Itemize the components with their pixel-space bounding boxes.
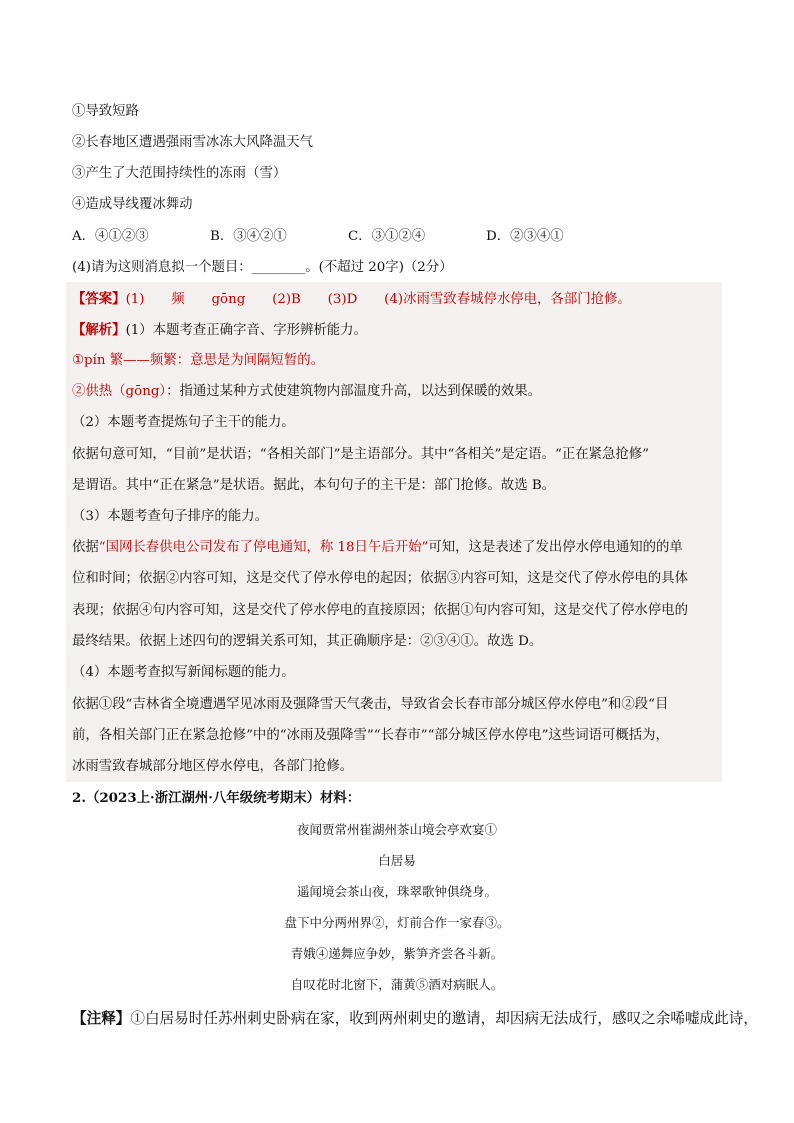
choice-d: D．②③④① (486, 229, 564, 244)
answer-body: (1) 频 gōng (2)B (3)D (4)冰雨雪致春城停水停电，各部门抢修。 (125, 292, 631, 307)
analysis-line-1: ①pín 繁——频繁：意思是为间隔短暂的。 (72, 353, 324, 368)
question-2-heading: 2.（2023上·浙江湖州·八年级统考期末）材料： (72, 790, 361, 806)
analysis-line-6: （3）本题考查句子排序的能力。 (72, 509, 268, 524)
option-1: ①导致短路 (72, 104, 139, 119)
note-tag: 【注释】 (72, 1010, 131, 1027)
poem-line: 遥闻境会茶山夜，珠翠歌钟俱绕身。 (296, 884, 497, 899)
analysis-line-13: 前，各相关部门正在紧急抢修”中的“冰雨及强降雪”“长春市”“部分城区停水停电”这些词语可概括为， (72, 728, 669, 743)
analysis-line-2-rest: ：指通过某种方式使建筑物内部温度升高，以达到保暖的效果。 (166, 384, 542, 399)
question-4: (4)请为这则消息拟一个题目：________。(不超过 20字)（2分） (72, 260, 453, 275)
choice-c: C．③①②④ (348, 229, 426, 244)
note-line (72, 1010, 758, 1028)
option-4: ④造成导线覆冰舞动 (72, 197, 193, 212)
poem-title: 夜闻贾常州崔湖州茶山境会亭欢宴① (296, 822, 497, 837)
analysis-line-9: 表现；依据④句内容可知，这是交代了停水停电的直接原因；依据①句内容可知，这是交代了停水停电的 (72, 603, 688, 618)
note-body: ①白居易时任苏州刺史卧病在家，收到两州刺史的邀请，却因病无法成行，感叹之余唏嘘成此诗， (130, 1010, 758, 1027)
analysis-line-4: 依据句意可知，“目前”是状语；“各相关部门”是主语部分。其中“各相关”是定语。“正在紧急抢修” (72, 447, 649, 462)
analysis-line-7-pre: 依据 (72, 540, 99, 555)
answer-tag: 【答案】 (72, 291, 126, 307)
option-3: ③产生了大范围持续性的冻雨（雪） (72, 166, 287, 181)
choice-b: B．③④②① (210, 229, 287, 244)
analysis-line-7-post: 可知，这是表述了发出停水停电通知的的单 (428, 540, 683, 555)
analysis-tag: 【解析】 (72, 322, 126, 338)
analysis-line-7 (72, 540, 683, 556)
analysis-line-10: 最终结果。依据上述四句的逻辑关系可知，其正确顺序是：②③④①。故选 D。 (72, 634, 543, 649)
poem-line: 青娥④递舞应争妙，紫笋齐尝各斗新。 (290, 946, 504, 961)
analysis-line-8: 位和时间；依据②内容可知，这是交代了停水停电的起因；依据③内容可知，这是交代了停水停电的具体 (72, 571, 688, 586)
answer-line (72, 291, 631, 308)
analysis-line-14: 冰雨雪致春城部分地区停水停电，各部门抢修。 (72, 759, 354, 774)
analysis-line-2 (72, 384, 541, 400)
option-2: ②长春地区遭遇强雨雪冰冻大风降温天气 (72, 135, 314, 150)
choice-a: A．④①②③ (72, 229, 149, 244)
analysis-line-7-red: “国网长春供电公司发布了停电通知，称 18日午后开始” (98, 540, 429, 555)
analysis-line-12: 依据①段“吉林省全境遭遇罕见冰雨及强降雪天气袭击，导致省会长春市部分城区停水停电”和②段“目 (72, 697, 669, 712)
analysis-line-2-red: ②供热（gōng） (72, 384, 167, 399)
analysis-intro-line (72, 322, 367, 339)
analysis-intro: (1）本题考查正确字音、字形辨析能力。 (125, 323, 367, 338)
poem-line: 自叹花时北窗下，蒲黄⑤酒对病眠人。 (290, 977, 504, 992)
analysis-line-5: 是谓语。其中“正在紧急”是状语。据此，本句句子的主干是：部门抢修。故选 B。 (72, 478, 556, 493)
analysis-line-11: （4）本题考查拟写新闻标题的能力。 (72, 665, 295, 680)
poem-author: 白居易 (378, 853, 416, 868)
poem-line: 盘下中分两州界②，灯前合作一家春③。 (284, 915, 510, 930)
analysis-line-3: （2）本题考查提炼句子主干的能力。 (72, 415, 295, 430)
